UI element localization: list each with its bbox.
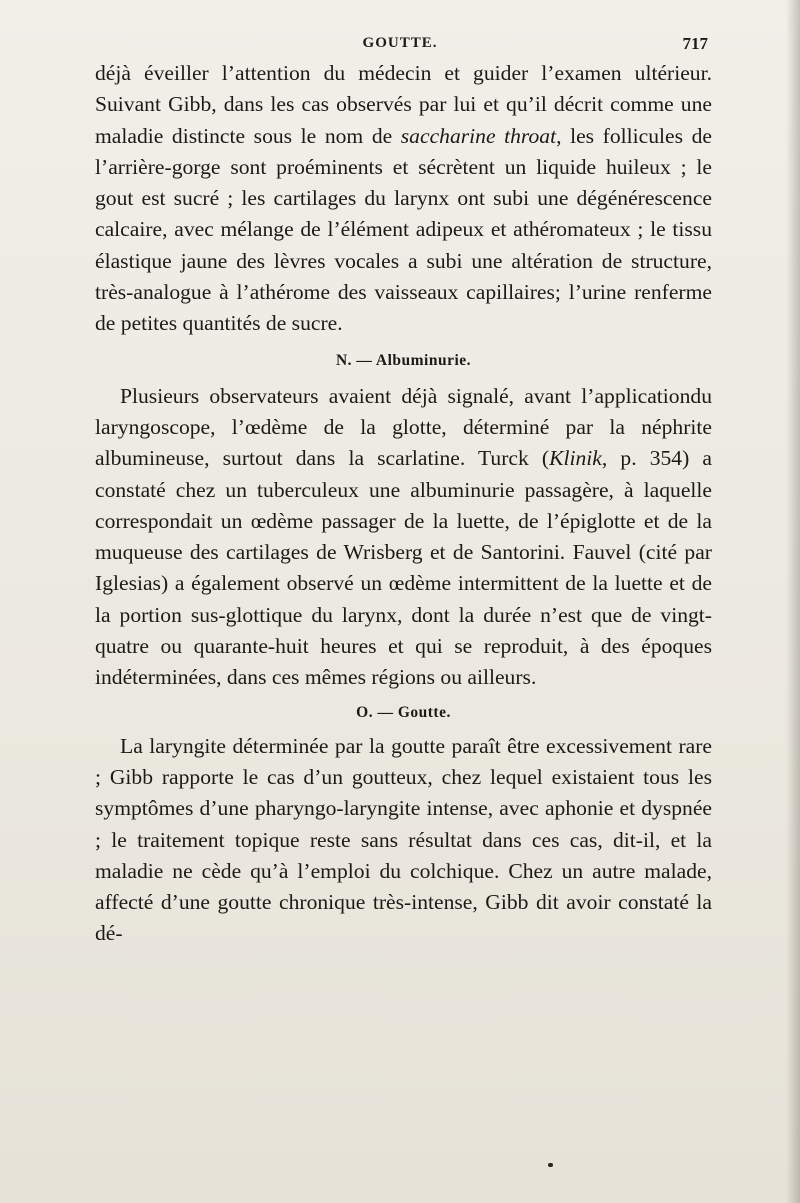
italic-term: saccharine throat (400, 123, 557, 148)
ink-speck (548, 1163, 553, 1167)
section-heading-goutte: O. — Goutte. (356, 703, 451, 721)
paragraph-goutte: La laryngite déterminée par la goutte paraît être excessivement rare ; Gibb rapporte le cas d’un goutteux, chez lequel existaient tous les symptômes d’une pharyngo-laryngite intense, avec aphonie et dyspnée ; le traitement topique reste sans résultat dans ces cas, dit-il, et la maladie ne cède qu’à l’emploi du colchique. Chez un autre malade, affecté d’une goutte chronique très-intense, Gibb dit avoir constaté la dé- (95, 733, 712, 946)
paragraph-text: déjà éveiller l’attention du médecin et guider l’examen ultérieur. Suivant Gibb, dans les cas observés par lui et qu’il décrit comme une maladie distincte sous le nom de (95, 61, 712, 148)
paragraph-text: , p. 354) a constaté chez un tuberculeux une albuminurie passagère, à laquelle correspondait un œdème passager de la luette, de l’épiglotte et de la muqueuse des cartilages de Wrisberg et de Santorini. Fauvel (cité par Iglesias) a également observé un œdème intermittent de la luette et de la portion sus-glottique du larynx, dont la durée n’est que de vingt-quatre ou quarante-huit heures et qui se reproduit, à des époques indéterminées, dans ces mêmes régions ou ailleurs. (95, 446, 712, 690)
page-body (95, 58, 712, 950)
section-heading-albuminurie: N. — Albuminurie. (335, 351, 472, 369)
paragraph-text: , les follicules de l’arrière-gorge sont proéminents et sécrètent un liquide huileux ; le gout est sucré ; les cartilages du larynx ont subi une dégénérescence calcaire, avec mélange de l’élément adipeux et athéromateux ; le tissu élastique jaune des lèvres vocales a subi une altération de structure, très-analogue à l’athérome des vaisseaux capillaires; l’urine renferme de petites quantités de sucre. (95, 123, 712, 336)
paragraph-albuminurie (95, 381, 712, 694)
page-edge-shadow (786, 0, 800, 1203)
paragraph-saccharine-throat (95, 58, 712, 340)
italic-citation: Klinik (549, 446, 602, 471)
page-number: 717 (682, 34, 708, 53)
page-header (0, 33, 800, 57)
running-title: GOUTTE. (362, 35, 438, 51)
paragraph-text: Plusieurs observateurs avaient déjà signalé, avant l’applicationdu laryngoscope, l’œdème de la glotte, déterminé par la néphrite albumineuse, surtout dans la scarlatine. Turck ( (95, 383, 712, 471)
